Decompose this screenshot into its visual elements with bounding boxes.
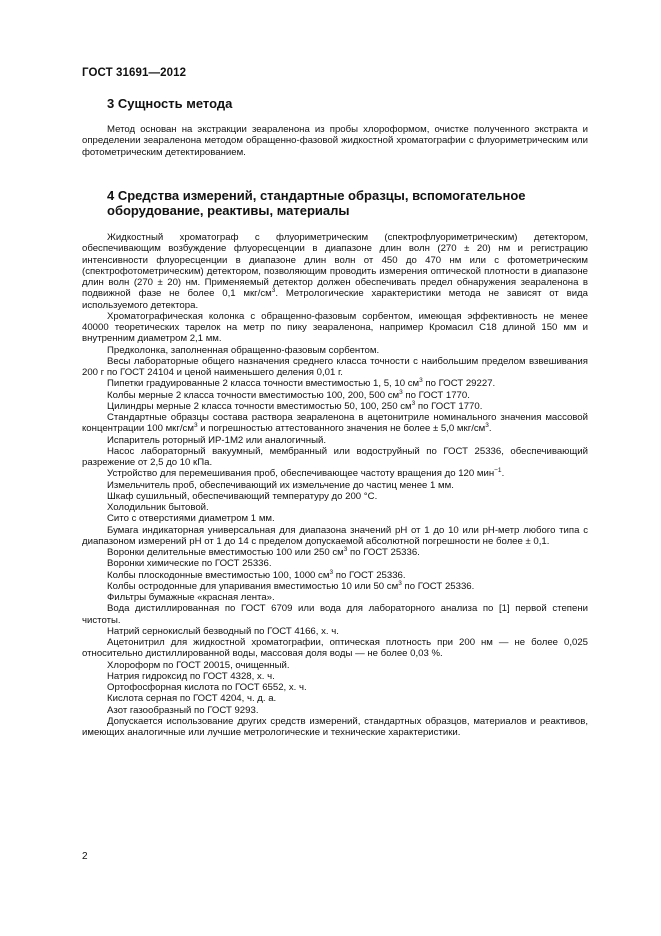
paragraph-column: Хроматографическая колонка с обращенно-фазовым сорбентом, имеющая эффективность не менее 40000 теоретических тарелок на метр по пику зеараленона, например Кромасил С18 длиной 150 мм и внутренним диаметром 2,1 мм. xyxy=(82,310,588,345)
paragraph-oven: Шкаф сушильный, обеспечивающий температуру до 200 °С. xyxy=(107,490,378,502)
paragraph-pump: Насос лабораторный вакуумный, мембранный или водоструйный по ГОСТ 25336, обеспечивающий разрежение от 2,5 до 10 кПа. xyxy=(82,445,588,468)
paragraph-sulfuric-acid: Кислота серная по ГОСТ 4204, ч. д. а. xyxy=(107,693,277,705)
paragraph: Метод основан на экстракции зеараленона из пробы хлороформом, очистке полученного экстракта и определении зеараленона методом обращенно-фазовой жидкостной хроматографии с флуориметрическим или фотометрическим детектированием. xyxy=(82,124,588,158)
paragraph-grinder: Измельчитель проб, обеспечивающий их измельчение до частиц менее 1 мм. xyxy=(107,479,454,491)
paragraph-standards: Стандартные образцы состава раствора зеараленона в ацетонитриле номинального значения массовой концентрации 100 мкг/$см^3$ и погрешностью аттестованного значения не более ± 5,0 мкг/$см^3$. xyxy=(82,412,588,435)
paragraph-evaporator: Испаритель роторный ИР-1М2 или аналогичный. xyxy=(107,434,327,446)
paragraph-precolumn: Предколонка, заполненная обращенно-фазовым сорбентом. xyxy=(107,344,380,356)
paragraph-scales: Весы лабораторные общего назначения среднего класса точности с наибольшим пределом взвешивания 200 г по ГОСТ 24104 и ценой наименьшего деления 0,01 г. xyxy=(82,355,588,378)
paragraph-round-flasks: Колбы остродонные для упаривания вместимостью 10 или 50 $см^3$ по ГОСТ 25336. xyxy=(107,579,475,592)
paragraph-indicator-paper: Бумага индикаторная универсальная для диапазона значений рН от 1 до 10 или рН-метр любого типа с диапазоном измерений рН от 1 до 14 с пределом допускаемой абсолютной погрешности не более ± 0,1. xyxy=(82,524,588,547)
page-number: 2 xyxy=(82,851,88,862)
paragraph-nitrogen: Азот газообразный по ГОСТ 9293. xyxy=(107,704,259,716)
paragraph-flasks: Колбы мерные 2 класса точности вместимостью 100, 200, 500 $см^3$ по ГОСТ 1770. xyxy=(107,388,470,401)
paragraph-separatory-funnels: Воронки делительные вместимостью 100 или 250 $см^3$ по ГОСТ 25336. xyxy=(107,545,420,558)
document-header: ГОСТ 31691—2012 xyxy=(82,67,187,79)
paragraph-flat-flasks: Колбы плоскодонные вместимостью 100, 1000 $см^3$ по ГОСТ 25336. xyxy=(107,568,406,581)
paragraph-filters: Фильтры бумажные «красная лента». xyxy=(107,592,275,603)
section-3-body xyxy=(82,124,588,158)
paragraph-cylinders: Цилиндры мерные 2 класса точности вместимостью 50, 100, 250 $см^3$ по ГОСТ 1770. xyxy=(107,399,483,412)
paragraph-sodium-hydroxide: Натрия гидроксид по ГОСТ 4328, х. ч. xyxy=(107,670,275,682)
paragraph-chloroform: Хлороформ по ГОСТ 20015, очищенный. xyxy=(107,659,290,671)
paragraph-sodium-sulfate: Натрий сернокислый безводный по ГОСТ 4166, х. ч. xyxy=(107,625,339,637)
section-3-title: 3 Сущность метода xyxy=(107,96,233,111)
paragraph-chromatograph: Жидкостный хроматограф с флуориметрическим (спектрофлуориметрическим) детектором, обеспечивающим возбуждение флуоресценции в диапазоне длин волн (270 ± 20) нм и регистрацию интенсивности флуоресценции в диапазоне длин волн от 450 до 470 нм или с фотометрическим (спектрофотометрическим) детектором, позволяющим проводить измерения оптической плотности в диапазоне длин волн (270 ± 20) нм. Применяемый детектор должен обеспечивать предел обнаружения зеараленона в подвижной фазе не более 0,1 мкг/$см^3$. Метрологические характеристики метода не зависят от вида используемого детектора. xyxy=(82,232,588,311)
paragraph-chemical-funnels: Воронки химические по ГОСТ 25336. xyxy=(107,558,272,570)
paragraph-acetonitrile: Ацетонитрил для жидкостной хроматографии, оптическая плотность при 200 нм — не более 0,025 относительно дистиллированной воды, массовая доля воды — не более 0,03 %. xyxy=(82,637,588,660)
paragraph-fridge: Холодильник бытовой. xyxy=(107,502,209,513)
paragraph-sieve: Сито с отверстиями диаметром 1 мм. xyxy=(107,513,275,525)
paragraph-water: Вода дистиллированная по ГОСТ 6709 или вода для лабораторного анализа по [1] первой степени чистоты. xyxy=(82,603,588,626)
section-4-title: 4 Средства измерений, стандартные образцы, вспомогательное оборудование, реактивы, материалы xyxy=(107,188,526,218)
paragraph-shaker: Устройство для перемешивания проб, обеспечивающее частоту вращения до 120 мин$^{-1}$. xyxy=(107,467,505,480)
section-4-body xyxy=(82,232,588,738)
paragraph-phosphoric-acid: Ортофосфорная кислота по ГОСТ 6552, х. ч. xyxy=(107,682,307,693)
paragraph-pipettes: Пипетки градуированные 2 класса точности вместимостью 1, 5, 10 $см^3$ по ГОСТ 29227. xyxy=(107,377,496,390)
paragraph-alternatives: Допускается использование других средств измерений, стандартных образцов, материалов и реактивов, имеющих аналогичные или лучшие метрологические и технические характеристики. xyxy=(82,715,588,738)
